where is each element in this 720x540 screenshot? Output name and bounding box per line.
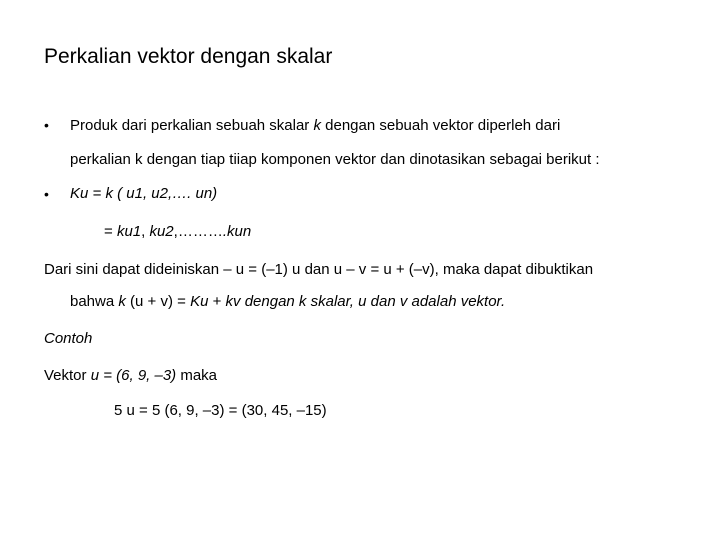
- derivation-line-1: Dari sini dapat dideiniskan – u = (–1) u dan u – v = u + (–v), maka dapat dibuktikan: [44, 261, 594, 278]
- formula-line-1: [70, 185, 217, 202]
- derivation-mid: (u + v) =: [125, 293, 191, 310]
- example-maka: maka: [176, 367, 218, 384]
- bullet-marker: •: [44, 186, 49, 202]
- derivation-k: k: [118, 293, 126, 310]
- example-vector: u = (6, 9, –3): [90, 367, 177, 384]
- derivation-text: bahwa: [70, 293, 119, 310]
- example-line-1: [44, 367, 217, 384]
- formula-ku: Ku = k ( u1, u2,…. un): [70, 185, 218, 202]
- definition-text-end: dengan sebuah vektor diperleh dari: [320, 117, 561, 134]
- definition-line-2: perkalian k dengan tiap tiiap komponen vektor dan dinotasikan sebagai berikut :: [70, 151, 600, 168]
- derivation-line-2: [70, 293, 505, 310]
- scalar-k: k: [313, 117, 321, 134]
- formula-eq: =: [104, 223, 117, 240]
- formula-dots: ,………: [173, 223, 223, 240]
- bullet-marker: •: [44, 117, 49, 133]
- definition-text: Produk dari perkalian sebuah skalar: [70, 117, 314, 134]
- example-label: Vektor: [44, 367, 91, 384]
- derivation-ku: Ku: [190, 293, 209, 310]
- formula-ku2: ku2: [149, 223, 174, 240]
- page-title: Perkalian vektor dengan skalar: [44, 45, 333, 68]
- example-line-2: 5 u = 5 (6, 9, –3) = (30, 45, –15): [114, 402, 327, 419]
- derivation-end: kv dengan k skalar, u dan v adalah vektor.: [225, 293, 506, 310]
- formula-ku1: ku1: [116, 223, 142, 240]
- definition-line-1: [70, 117, 560, 134]
- example-heading-text: Contoh: [44, 330, 93, 347]
- formula-comma: ,: [141, 223, 150, 240]
- example-heading: [44, 330, 92, 347]
- derivation-plus: +: [208, 293, 226, 310]
- formula-line-2: [104, 223, 251, 240]
- formula-kun: .kun: [222, 223, 252, 240]
